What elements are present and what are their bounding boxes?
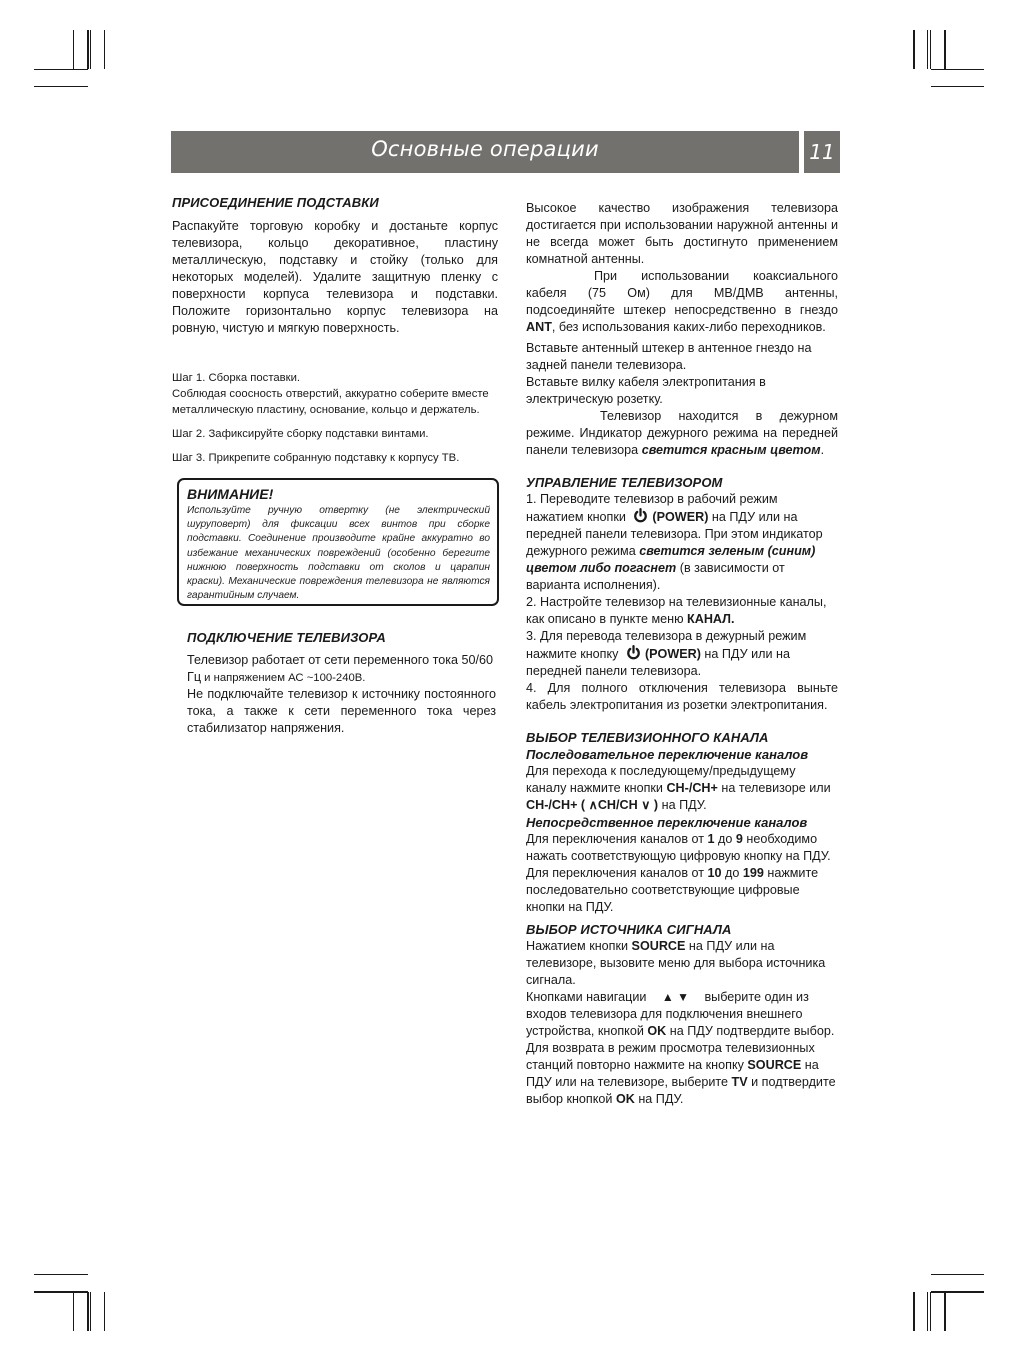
connect-paragraph-2: Не подключайте телевизор к источнику постоянного тока, а также к сети переменного тока через стабилизатор напряжения.: [187, 687, 496, 735]
stand-paragraph: Распакуйте торговую коробку и достаньте корпус телевизора, кольцо декоративное, пластину металлическую, подставку и стойку (только для некоторых моделей). Удалите защитную пленку с поверхности корпуса телевизора и подставки. Положите горизонтально корпус телевизора на ровную, чистую и мягкую поверхность.: [172, 219, 498, 335]
warning-box: [177, 478, 499, 606]
up-down-arrows-icon: ▲ ▼: [661, 990, 689, 1004]
antenna-paragraph-2: При использовании коаксиального кабеля (75 Ом) для МВ/ДМВ антенны, подсоединяйте штекер непосредственно в гнездо ANT, без использования каких-либо переходников.: [526, 269, 838, 334]
control-item-2: 2. Настройте телевизор на телевизионные каналы, как описано в пункте меню КАНАЛ.: [526, 595, 827, 626]
source-paragraph-1: Нажатием кнопки SOURCE на ПДУ или на телевизоре, вызовите меню для выбора источника сигнала.: [526, 939, 826, 987]
warning-title: ВНИМАНИЕ!: [187, 486, 274, 502]
right-column: [526, 200, 838, 1108]
step-2-label: Шаг 2: [172, 428, 203, 440]
power-icon: [633, 508, 648, 523]
source-section-title: ВЫБОР ИСТОЧНИКА СИГНАЛА: [526, 922, 732, 937]
sequential-switch-text: Для перехода к последующему/предыдущему каналу нажмите кнопки CH-/CH+ на телевизоре или CH-/CH+ ( ∧CH/CH ∨ ) на ПДУ.: [526, 764, 831, 812]
sequential-switch-subtitle: Последовательное переключение каналов: [526, 747, 809, 762]
control-item-1: 1. Переводите телевизор в рабочий режим нажатием кнопки (POWER) на ПДУ или на передней панели телевизора. При этом индикатор дежурного режима светится зеленым (синим) цветом либо погаснет (в зависимости от варианта исполнения).: [526, 492, 823, 592]
step-3: Шаг 3. Прикрепите собранную подставку к корпусу ТВ.: [172, 452, 460, 464]
left-column: [172, 194, 512, 466]
warning-text: Используйте ручную отвертку (не электрический шуруповерт) для фиксации всех винтов при сборке подставки. Соединение производите крайне аккуратно во избежание механических повреждений (особенно берегите нижнюю поверхность подставки от сколов и царапин краски). Механические повреждения телевизора не являются гарантийным случаем.: [187, 505, 490, 602]
connect-section: [187, 629, 496, 737]
antenna-paragraph-1: Высокое качество изображения телевизора достигается при использовании наружной антенны и не всегда может быть достигнуто применением комнатной антенны.: [526, 201, 838, 266]
standby-paragraph: Телевизор находится в дежурном режиме. Индикатор дежурного режима на передней панели телевизора светится красным цветом.: [526, 409, 838, 457]
step-3-label: Шаг 3: [172, 452, 203, 464]
channel-section-title: ВЫБОР ТЕЛЕВИЗИОННОГО КАНАЛА: [526, 730, 769, 745]
antenna-paragraph-4: Вставьте вилку кабеля электропитания в электрическую розетку.: [526, 375, 766, 406]
page-number-box: [804, 131, 840, 173]
assembly-steps: [172, 370, 512, 466]
step-1: Шаг 1. Сборка поставки.: [172, 372, 301, 384]
control-item-3: 3. Для перевода телевизора в дежурный режим нажмите кнопку (POWER) на ПДУ или на передней панели телевизора.: [526, 629, 807, 678]
control-section-title: УПРАВЛЕНИЕ ТЕЛЕВИЗОРОМ: [526, 475, 723, 490]
connect-paragraph-1: Телевизор работает от сети переменного тока 50/60 Гц и напряжением АС ~100-240В.: [187, 653, 494, 684]
connect-section-title: ПОДКЛЮЧЕНИЕ ТЕЛЕВИЗОРА: [187, 630, 386, 645]
control-item-4: 4. Для полного отключения телевизора выньте кабель электропитания из розетки электропитания.: [526, 681, 838, 712]
antenna-paragraph-3: Вставьте антенный штекер в антенное гнездо на задней панели телевизора.: [526, 341, 812, 372]
section-header-bar: [171, 131, 799, 173]
stand-section-title: ПРИСОЕДИНЕНИЕ ПОДСТАВКИ: [172, 195, 379, 210]
step-2: Шаг 2. Зафиксируйте сборку подставки винтами.: [172, 428, 429, 440]
direct-switch-text-1: Для переключения каналов от 1 до 9 необходимо нажать соответствующую цифровую кнопку на ПДУ.: [526, 832, 831, 863]
step-1-label: Шаг 1: [172, 372, 203, 384]
direct-switch-text-2: Для переключения каналов от 10 до 199 нажмите последовательно соответствующие цифровые кнопки на ПДУ.: [526, 866, 819, 914]
step-1-detail: Соблюдая соосность отверстий, аккуратно соберите вместе металлическую пластину, основание, кольцо и держатель.: [172, 388, 489, 416]
source-paragraph-3: Для возврата в режим просмотра телевизионных станций повторно нажмите на кнопку SOURCE на ПДУ или на телевизоре, выберите TV и подтвердите выбор кнопкой OK на ПДУ.: [526, 1041, 836, 1106]
page-number: 11: [809, 140, 835, 164]
section-title: Основные операции: [371, 137, 599, 161]
direct-switch-subtitle: Непосредственное переключение каналов: [526, 815, 808, 830]
source-paragraph-2: Кнопками навигации ▲ ▼ выберите один из входов телевизора для подключения внешнего устройства, кнопкой OK на ПДУ подтвердите выбор.: [526, 990, 835, 1038]
power-icon: [626, 645, 641, 660]
